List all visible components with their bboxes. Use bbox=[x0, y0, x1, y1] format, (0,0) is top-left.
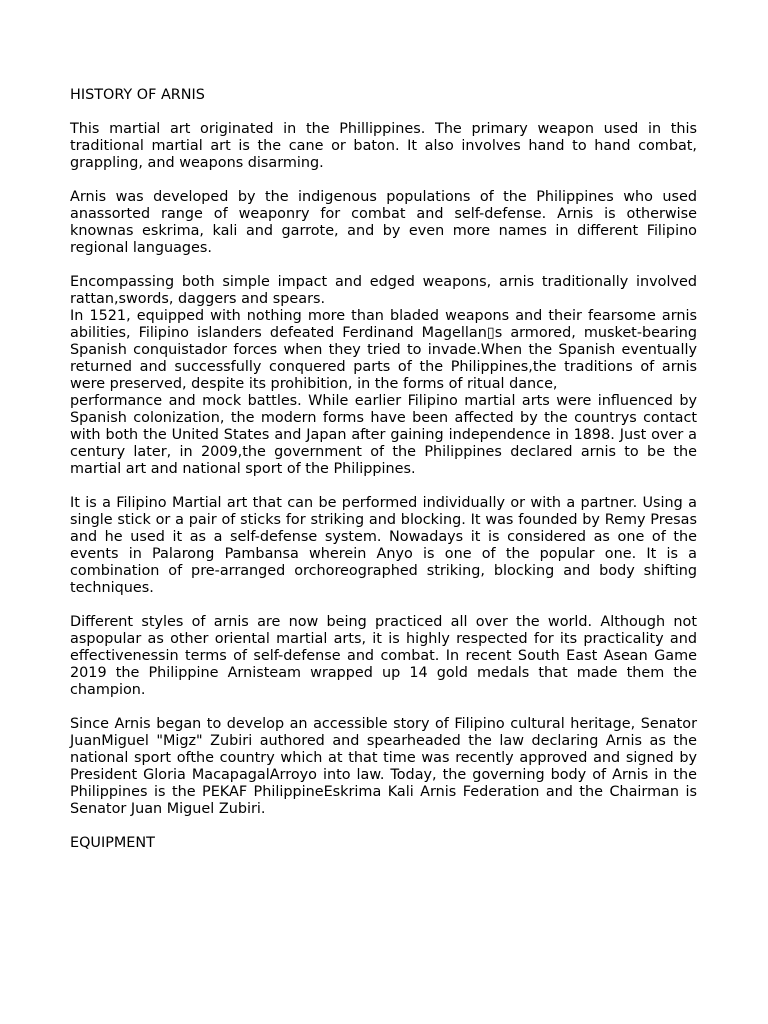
document-page bbox=[70, 87, 697, 869]
paragraph-styles: Different styles of arnis are now being practiced all over the world. Although not aspopular as other oriental martial arts, it is highly respected for its practicality and effectivenessin terms of self-defense and combat. In recent South East Asean Game 2019 the Philippine Arnisteam wrapped up 14 gold medals that made them the champion. bbox=[70, 614, 697, 698]
paragraph-national-sport: Since Arnis began to develop an accessible story of Filipino cultural heritage, Senator JuanMiguel "Migz" Zubiri authored and spearheaded the law declaring Arnis as the national sport ofthe country which at that time was recently approved and signed by President Gloria MacapagalArroyo into law. Today, the governing body of Arnis in the Philippines is the PEKAF PhilippineEskrima Kali Arnis Federation and the Chairman is Senator Juan Miguel Zubiri. bbox=[70, 716, 697, 817]
paragraph-modern-forms: performance and mock battles. While earlier Filipino martial arts were influenced by Spanish colonization, the modern forms have been affected by the countrys contact with both the United States and Japan after gaining independence in 1898. Just over a century later, in 2009,the government of the Philippines declared arnis to be the martial art and national sport of the Philippines. bbox=[70, 393, 697, 477]
paragraph-magellan: In 1521, equipped with nothing more than bladed weapons and their fearsome arnis abilities, Filipino islanders defeated Ferdinand Magellan▯s armored, musket-bearing Spanish conquistador forces when they tried to invade.When the Spanish eventually returned and successfully conquered parts of the Philippines,the traditions of arnis were preserved, despite its prohibition, in the forms of ritual dance, bbox=[70, 308, 697, 392]
paragraph-filipino-martial-art: It is a Filipino Martial art that can be performed individually or with a partner. Using a single stick or a pair of sticks for striking and blocking. It was founded by Remy Presas and he used it as a self-defense system. Nowadays it is considered as one of the events in Palarong Pambansa wherein Anyo is one of the popular one. It is a combination of pre-arranged orchoreographed striking, blocking and body shifting techniques. bbox=[70, 495, 697, 596]
paragraph-development: Arnis was developed by the indigenous populations of the Philippines who used anassorted range of weaponry for combat and self-defense. Arnis is otherwise knownas eskrima, kali and garrote, and by even more names in different Filipino regional languages. bbox=[70, 189, 697, 256]
paragraph-origin: This martial art originated in the Phillippines. The primary weapon used in this traditional martial art is the cane or baton. It also involves hand to hand combat, grappling, and weapons disarming. bbox=[70, 121, 697, 171]
document-title: HISTORY OF ARNIS bbox=[70, 87, 205, 103]
paragraph-weapons: Encompassing both simple impact and edged weapons, arnis traditionally involved rattan,swords, daggers and spears. bbox=[70, 274, 697, 307]
section-heading-equipment: EQUIPMENT bbox=[70, 835, 155, 851]
